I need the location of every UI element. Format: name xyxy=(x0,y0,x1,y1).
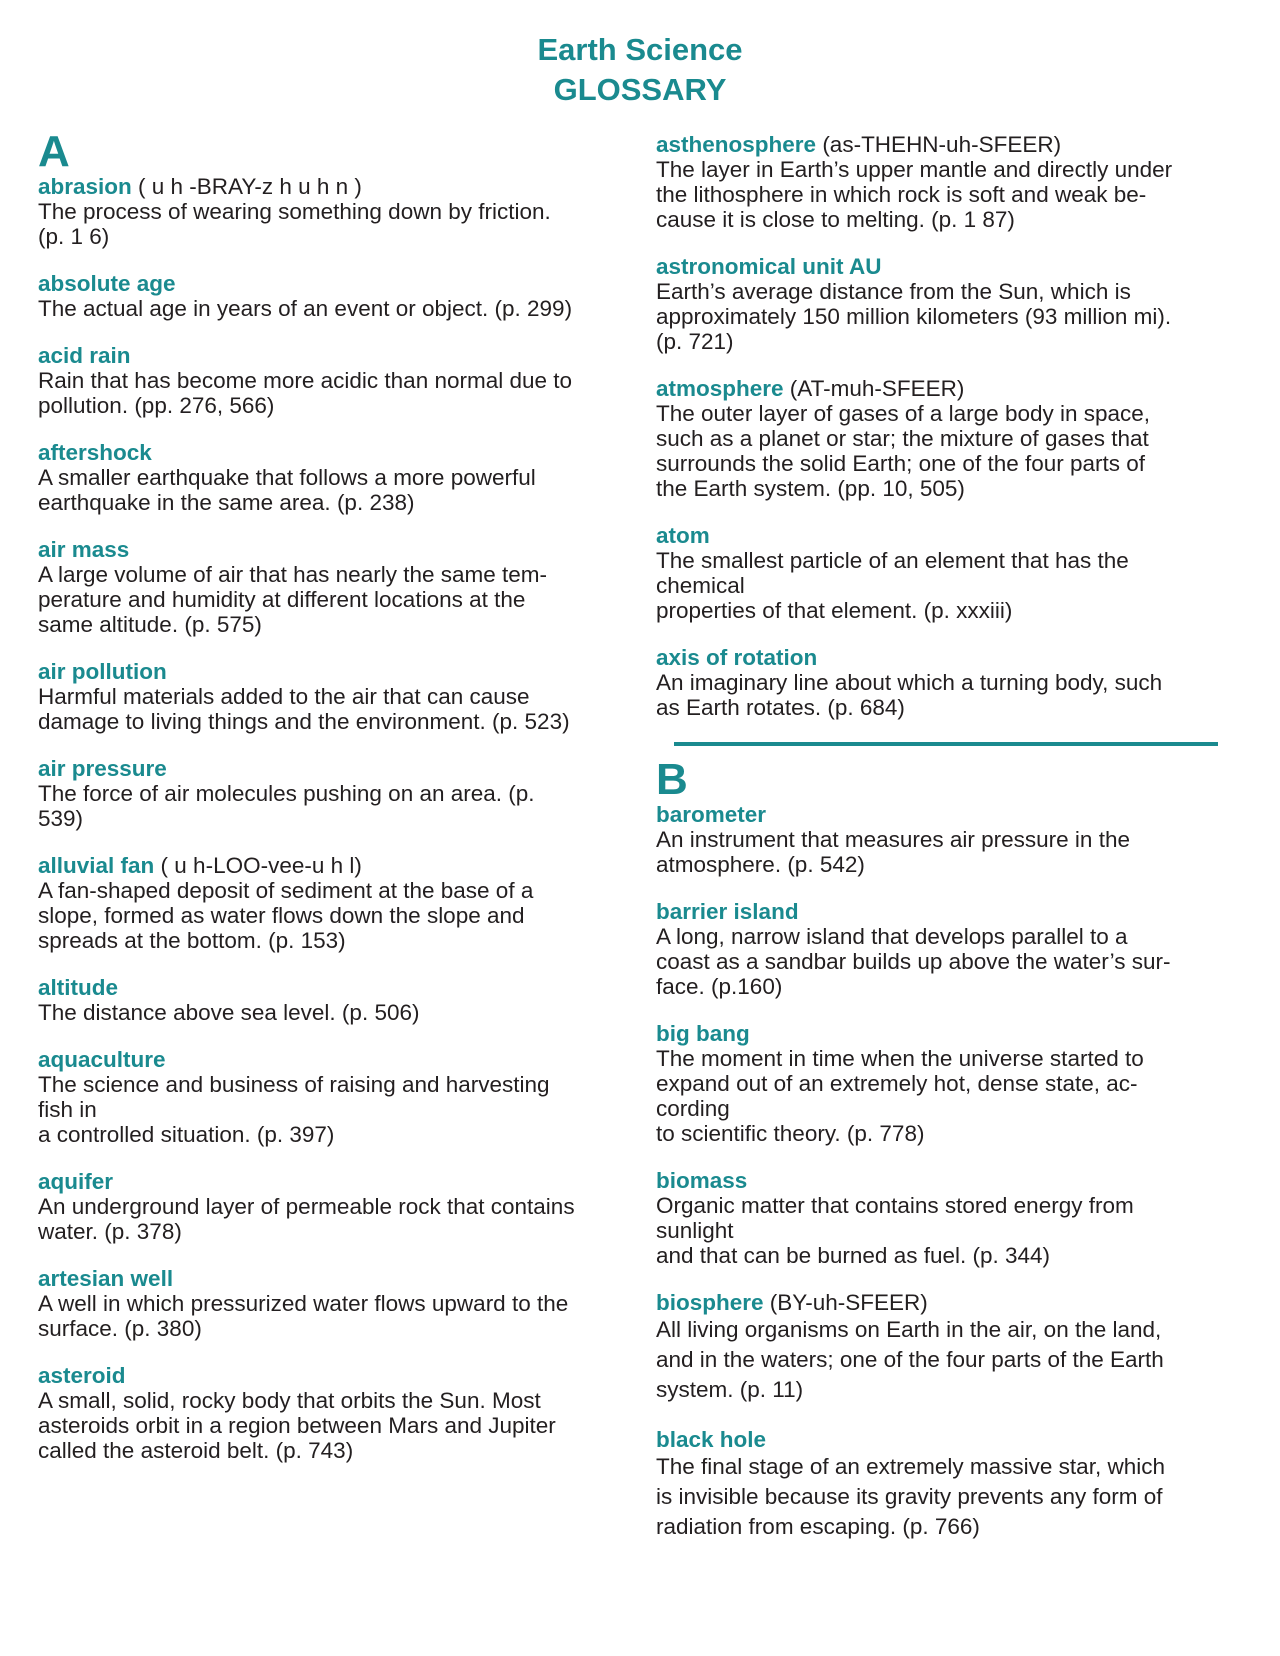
term-line xyxy=(38,271,638,296)
term-line xyxy=(38,853,638,878)
definition: A long, narrow island that develops parallel to a coast as a sandbar builds up above the water’s sur- face. (p.160) xyxy=(656,924,1171,999)
term-line xyxy=(656,899,1244,924)
glossary-list-b xyxy=(656,802,1244,1542)
glossary-entry xyxy=(38,440,638,515)
definition: The distance above sea level. (p. 506) xyxy=(38,1000,420,1025)
glossary-entry xyxy=(38,659,638,734)
glossary-entry xyxy=(38,1266,638,1341)
definition: The final stage of an extremely massive star, which is invisible because its gravity prevents any form of radiation from escaping. (p. 766) xyxy=(656,1454,1165,1539)
definition: An underground layer of permeable rock that contains water. (p. 378) xyxy=(38,1194,575,1244)
glossary-entry xyxy=(38,537,638,637)
glossary-term: barrier island xyxy=(656,899,799,924)
glossary-entry xyxy=(656,523,1244,623)
glossary-term: acid rain xyxy=(38,343,131,368)
term-line xyxy=(38,659,638,684)
term-line xyxy=(656,1168,1244,1193)
term-line xyxy=(38,174,638,199)
term-line xyxy=(656,1427,1244,1452)
glossary-term: air mass xyxy=(38,537,130,562)
definition: The outer layer of gases of a large body in space, such as a planet or star; the mixture of gases that surrounds the solid Earth; one of the four parts of the Earth system. (pp. 10, 505) xyxy=(656,401,1151,501)
definition: A small, solid, rocky body that orbits the Sun. Most asteroids orbit in a region between Mars and Jupiter called the asteroid belt. (p. 743) xyxy=(38,1388,556,1463)
glossary-entry xyxy=(38,1047,638,1147)
definition: A smaller earthquake that follows a more powerful earthquake in the same area. (p. 238) xyxy=(38,465,536,515)
glossary-entry xyxy=(38,1169,638,1244)
glossary-entry xyxy=(38,756,638,831)
left-column xyxy=(38,127,638,1485)
glossary-entry xyxy=(38,1363,638,1463)
definition: The force of air molecules pushing on an area. (p. 539) xyxy=(38,781,535,831)
definition: The moment in time when the universe started to expand out of an extremely hot, dense state, ac- cording to scientific theory. (p. 778) xyxy=(656,1046,1144,1146)
glossary-entry xyxy=(656,645,1244,720)
definition: An instrument that measures air pressure in the atmosphere. (p. 542) xyxy=(656,827,1130,877)
glossary-entry xyxy=(38,975,638,1025)
glossary-term: asthenosphere xyxy=(656,132,817,157)
term-line xyxy=(656,376,1244,401)
term-line xyxy=(38,975,638,1000)
glossary-term: biomass xyxy=(656,1168,748,1193)
term-line xyxy=(656,1021,1244,1046)
definition: An imaginary line about which a turning body, such as Earth rotates. (p. 684) xyxy=(656,670,1163,720)
glossary-term: artesian well xyxy=(38,1266,174,1291)
section-divider xyxy=(674,742,1218,746)
glossary-list-a xyxy=(38,174,638,1463)
glossary-entry xyxy=(38,853,638,953)
glossary-term: absolute age xyxy=(38,271,176,296)
glossary-term: altitude xyxy=(38,975,119,1000)
definition: A well in which pressurized water flows upward to the surface. (p. 380) xyxy=(38,1291,569,1341)
glossary-entry xyxy=(656,1427,1244,1542)
glossary-term: aftershock xyxy=(38,440,152,465)
term-line xyxy=(38,1169,638,1194)
pronunciation: ( u h -BRAY-z h u h n ) xyxy=(131,174,362,199)
term-line xyxy=(656,254,1244,279)
term-line xyxy=(38,756,638,781)
definition: Organic matter that contains stored energy from sunlight and that can be burned as fuel. (p. 344) xyxy=(656,1193,1134,1268)
right-column xyxy=(656,132,1244,1564)
page-title: Earth Science xyxy=(537,32,743,67)
glossary-entry xyxy=(38,174,638,249)
glossary-entry xyxy=(38,343,638,418)
pronunciation: (BY-uh-SFEER) xyxy=(763,1290,928,1315)
term-line xyxy=(38,440,638,465)
glossary-term: barometer xyxy=(656,802,767,827)
glossary-term: aquifer xyxy=(38,1169,114,1194)
definition: The layer in Earth’s upper mantle and directly under the lithosphere in which rock is soft and weak be- cause it is close to melting. (p. 1 87) xyxy=(656,157,1173,232)
page-header xyxy=(0,30,1280,110)
glossary-term: aquaculture xyxy=(38,1047,166,1072)
glossary-term: abrasion xyxy=(38,174,132,199)
term-line xyxy=(656,802,1244,827)
definition: The science and business of raising and harvesting fish in a controlled situation. (p. 397) xyxy=(38,1072,550,1147)
glossary-entry xyxy=(656,1021,1244,1146)
term-line xyxy=(656,645,1244,670)
glossary-term: big bang xyxy=(656,1021,750,1046)
definition: The process of wearing something down by friction. (p. 1 6) xyxy=(38,199,551,249)
pronunciation: (AT-muh-SFEER) xyxy=(783,376,965,401)
glossary-term: biosphere xyxy=(656,1290,764,1315)
glossary-entry xyxy=(656,1290,1244,1405)
glossary-term: atmosphere xyxy=(656,376,784,401)
term-line xyxy=(656,1290,1244,1315)
pronunciation: (as-THEHN-uh-SFEER) xyxy=(816,132,1062,157)
glossary-term: atom xyxy=(656,523,710,548)
term-line xyxy=(38,1047,638,1072)
glossary-entry xyxy=(656,132,1244,232)
glossary-term: asteroid xyxy=(38,1363,126,1388)
glossary-entry xyxy=(656,899,1244,999)
definition: All living organisms on Earth in the air, on the land, and in the waters; one of the four parts of the Earth system. (p. 11) xyxy=(656,1317,1164,1402)
definition: Earth’s average distance from the Sun, which is approximately 150 million kilometers (93 million mi). (p. 721) xyxy=(656,279,1172,354)
term-line xyxy=(38,1266,638,1291)
glossary-list-a-continued xyxy=(656,132,1244,720)
term-line xyxy=(38,343,638,368)
glossary-term: black hole xyxy=(656,1427,767,1452)
term-line xyxy=(656,523,1244,548)
section-letter-a: A xyxy=(38,127,70,176)
definition: The actual age in years of an event or object. (p. 299) xyxy=(38,296,573,321)
definition: A large volume of air that has nearly the same tem- perature and humidity at different locations at the same altitude. (p. 575) xyxy=(38,562,547,637)
pronunciation: ( u h-LOO-vee-u h l) xyxy=(154,853,362,878)
definition: A fan-shaped deposit of sediment at the base of a slope, formed as water flows down the slope and spreads at the bottom. (p. 153) xyxy=(38,878,534,953)
glossary-term: air pollution xyxy=(38,659,167,684)
page-subtitle: GLOSSARY xyxy=(553,72,727,107)
glossary-entry xyxy=(656,376,1244,501)
glossary-term: air pressure xyxy=(38,756,167,781)
section-letter-b: B xyxy=(656,755,688,804)
term-line xyxy=(38,537,638,562)
definition: Rain that has become more acidic than normal due to pollution. (pp. 276, 566) xyxy=(38,368,573,418)
term-line xyxy=(656,132,1244,157)
glossary-term: axis of rotation xyxy=(656,645,818,670)
definition: Harmful materials added to the air that can cause damage to living things and the environment. (p. 523) xyxy=(38,684,570,734)
glossary-entry xyxy=(656,1168,1244,1268)
glossary-entry xyxy=(656,254,1244,354)
glossary-entry xyxy=(38,271,638,321)
glossary-entry xyxy=(656,802,1244,877)
term-line xyxy=(38,1363,638,1388)
definition: The smallest particle of an element that has the chemical properties of that element. (p. xxxiii) xyxy=(656,548,1129,623)
glossary-term: alluvial fan xyxy=(38,853,155,878)
glossary-term: astronomical unit AU xyxy=(656,254,882,279)
